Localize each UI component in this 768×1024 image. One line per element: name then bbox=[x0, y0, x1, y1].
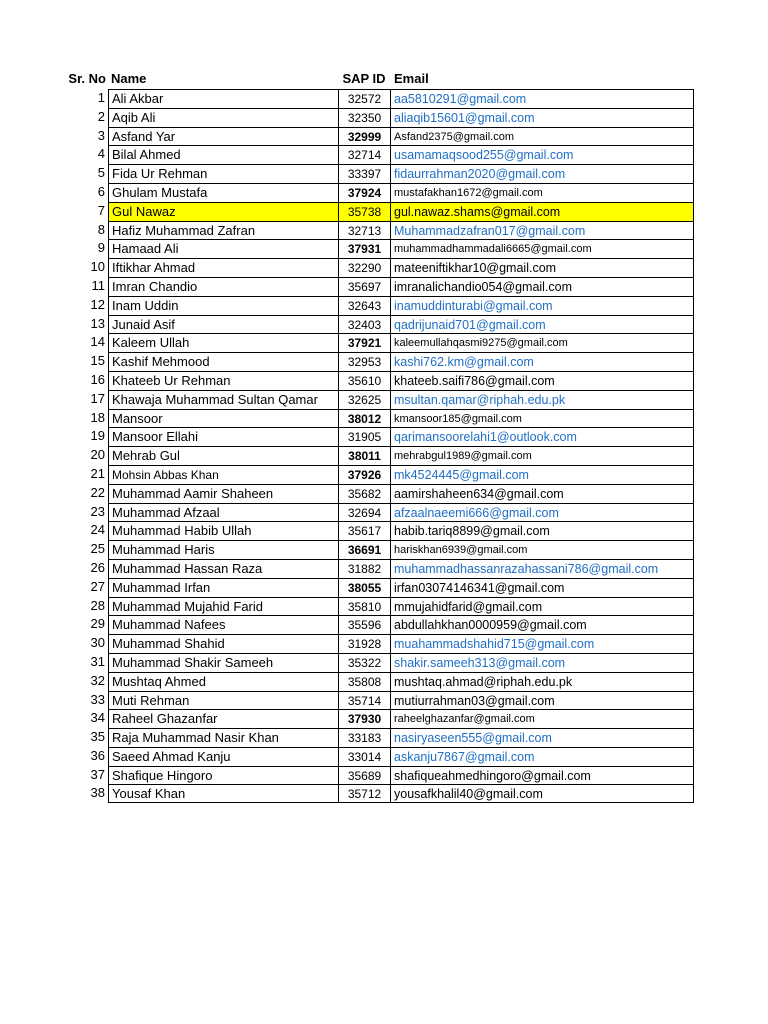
email-cell: mushtaq.ahmad@riphah.edu.pk bbox=[390, 672, 694, 691]
email-link[interactable]: mk4524445@gmail.com bbox=[390, 465, 694, 484]
sap-id-cell: 37924 bbox=[338, 183, 390, 202]
table-row bbox=[0, 258, 768, 277]
name-cell: Khawaja Muhammad Sultan Qamar bbox=[108, 390, 338, 409]
table-row bbox=[0, 597, 768, 616]
header-email: Email bbox=[394, 71, 429, 86]
email-link[interactable]: qarimansoorelahi1@outlook.com bbox=[390, 427, 694, 446]
header-sr-no: Sr. No bbox=[68, 71, 106, 86]
table-row bbox=[0, 315, 768, 334]
name-cell: Junaid Asif bbox=[108, 315, 338, 334]
sr-no-cell: 19 bbox=[90, 428, 105, 444]
sr-no-cell: 32 bbox=[90, 672, 105, 688]
table-row bbox=[0, 784, 768, 803]
sr-no-cell: 14 bbox=[90, 334, 105, 350]
email-cell: irfan03074146341@gmail.com bbox=[390, 578, 694, 597]
sap-id-cell: 33183 bbox=[338, 728, 390, 747]
name-cell: Mansoor bbox=[108, 409, 338, 428]
name-cell: Raheel Ghazanfar bbox=[108, 709, 338, 728]
name-cell: Muti Rehman bbox=[108, 691, 338, 710]
sr-no-cell: 27 bbox=[90, 578, 105, 594]
name-cell: Muhammad Shahid bbox=[108, 634, 338, 653]
name-cell: Bilal Ahmed bbox=[108, 145, 338, 164]
header-sap-id: SAP ID bbox=[342, 71, 386, 86]
table-row bbox=[0, 503, 768, 522]
email-link[interactable]: inamuddinturabi@gmail.com bbox=[390, 296, 694, 315]
sr-no-cell: 2 bbox=[97, 108, 105, 124]
email-cell: kaleemullahqasmi9275@gmail.com bbox=[390, 333, 694, 352]
email-cell: yousafkhalil40@gmail.com bbox=[390, 784, 694, 803]
email-cell: habib.tariq8899@gmail.com bbox=[390, 521, 694, 540]
table-row bbox=[0, 390, 768, 409]
sap-id-cell: 38055 bbox=[338, 578, 390, 597]
name-cell: Aqib Ali bbox=[108, 108, 338, 127]
email-link[interactable]: qadrijunaid701@gmail.com bbox=[390, 315, 694, 334]
sap-id-cell: 32625 bbox=[338, 390, 390, 409]
sr-no-cell: 31 bbox=[90, 653, 105, 669]
table-row bbox=[0, 296, 768, 315]
sr-no-cell: 23 bbox=[90, 503, 105, 519]
email-cell: muhammadhammadali6665@gmail.com bbox=[390, 239, 694, 258]
sap-id-cell: 31905 bbox=[338, 427, 390, 446]
sr-no-cell: 35 bbox=[90, 729, 105, 745]
sap-id-cell: 32953 bbox=[338, 352, 390, 371]
table-row bbox=[0, 709, 768, 728]
sap-id-cell: 35738 bbox=[338, 202, 390, 221]
email-link[interactable]: Muhammadzafran017@gmail.com bbox=[390, 221, 694, 240]
sr-no-cell: 18 bbox=[90, 409, 105, 425]
table-row bbox=[0, 446, 768, 465]
name-cell: Fida Ur Rehman bbox=[108, 164, 338, 183]
email-link[interactable]: kashi762.km@gmail.com bbox=[390, 352, 694, 371]
sap-id-cell: 31882 bbox=[338, 559, 390, 578]
email-link[interactable]: aliaqib15601@gmail.com bbox=[390, 108, 694, 127]
email-link[interactable]: aa5810291@gmail.com bbox=[390, 89, 694, 108]
sr-no-cell: 36 bbox=[90, 747, 105, 763]
sr-no-cell: 17 bbox=[90, 390, 105, 406]
sap-id-cell: 32403 bbox=[338, 315, 390, 334]
email-link[interactable]: nasiryaseen555@gmail.com bbox=[390, 728, 694, 747]
table-row bbox=[0, 728, 768, 747]
sap-id-cell: 33397 bbox=[338, 164, 390, 183]
sap-id-cell: 38012 bbox=[338, 409, 390, 428]
name-cell: Iftikhar Ahmad bbox=[108, 258, 338, 277]
email-link[interactable]: msultan.qamar@riphah.edu.pk bbox=[390, 390, 694, 409]
sap-id-cell: 35712 bbox=[338, 784, 390, 803]
sap-id-cell: 32713 bbox=[338, 221, 390, 240]
table-row bbox=[0, 127, 768, 146]
name-cell: Muhammad Shakir Sameeh bbox=[108, 653, 338, 672]
sr-no-cell: 26 bbox=[90, 559, 105, 575]
sr-no-cell: 9 bbox=[97, 240, 105, 256]
table-row bbox=[0, 183, 768, 202]
table-row bbox=[0, 89, 768, 108]
name-cell: Shafique Hingoro bbox=[108, 766, 338, 785]
sap-id-cell: 35682 bbox=[338, 484, 390, 503]
email-cell: mehrabgul1989@gmail.com bbox=[390, 446, 694, 465]
sap-id-cell: 31928 bbox=[338, 634, 390, 653]
table-row bbox=[0, 691, 768, 710]
name-cell: Mushtaq Ahmed bbox=[108, 672, 338, 691]
email-link[interactable]: usamamaqsood255@gmail.com bbox=[390, 145, 694, 164]
name-cell: Muhammad Habib Ullah bbox=[108, 521, 338, 540]
name-cell: Mohsin Abbas Khan bbox=[108, 465, 338, 484]
name-cell: Muhammad Mujahid Farid bbox=[108, 597, 338, 616]
sap-id-cell: 35610 bbox=[338, 371, 390, 390]
header-name: Name bbox=[111, 71, 147, 86]
sap-id-cell: 35617 bbox=[338, 521, 390, 540]
name-cell: Yousaf Khan bbox=[108, 784, 338, 803]
email-link[interactable]: muhammadhassanrazahassani786@gmail.com bbox=[390, 559, 694, 578]
email-link[interactable]: shakir.sameeh313@gmail.com bbox=[390, 653, 694, 672]
email-cell: mateeniftikhar10@gmail.com bbox=[390, 258, 694, 277]
table-row bbox=[0, 221, 768, 240]
sr-no-cell: 37 bbox=[90, 766, 105, 782]
email-cell: mustafakhan1672@gmail.com bbox=[390, 183, 694, 202]
sr-no-cell: 12 bbox=[90, 296, 105, 312]
sap-id-cell: 32290 bbox=[338, 258, 390, 277]
table-row bbox=[0, 277, 768, 296]
sap-id-cell: 32694 bbox=[338, 503, 390, 522]
name-cell: Kashif Mehmood bbox=[108, 352, 338, 371]
email-link[interactable]: askanju7867@gmail.com bbox=[390, 747, 694, 766]
table-row bbox=[0, 239, 768, 258]
email-cell: abdullahkhan0000959@gmail.com bbox=[390, 615, 694, 634]
email-cell: mutiurrahman03@gmail.com bbox=[390, 691, 694, 710]
sap-id-cell: 35596 bbox=[338, 615, 390, 634]
table-row bbox=[0, 484, 768, 503]
name-cell: Hafiz Muhammad Zafran bbox=[108, 221, 338, 240]
sr-no-cell: 20 bbox=[90, 447, 105, 463]
sr-no-cell: 4 bbox=[97, 146, 105, 162]
name-cell: Mansoor Ellahi bbox=[108, 427, 338, 446]
name-cell: Muhammad Hassan Raza bbox=[108, 559, 338, 578]
table-row bbox=[0, 747, 768, 766]
sap-id-cell: 32350 bbox=[338, 108, 390, 127]
name-cell: Khateeb Ur Rehman bbox=[108, 371, 338, 390]
name-cell: Inam Uddin bbox=[108, 296, 338, 315]
sap-id-cell: 37930 bbox=[338, 709, 390, 728]
sap-id-cell: 35714 bbox=[338, 691, 390, 710]
sap-id-cell: 36691 bbox=[338, 540, 390, 559]
sap-id-cell: 37931 bbox=[338, 239, 390, 258]
sr-no-cell: 6 bbox=[97, 183, 105, 199]
name-cell: Muhammad Aamir Shaheen bbox=[108, 484, 338, 503]
sap-id-cell: 35810 bbox=[338, 597, 390, 616]
sap-id-cell: 35808 bbox=[338, 672, 390, 691]
table-row bbox=[0, 653, 768, 672]
email-cell: hariskhan6939@gmail.com bbox=[390, 540, 694, 559]
name-cell: Mehrab Gul bbox=[108, 446, 338, 465]
email-link[interactable]: fidaurrahman2020@gmail.com bbox=[390, 164, 694, 183]
email-cell: imranalichandio054@gmail.com bbox=[390, 277, 694, 296]
name-cell: Ghulam Mustafa bbox=[108, 183, 338, 202]
sr-no-cell: 22 bbox=[90, 484, 105, 500]
name-cell: Gul Nawaz bbox=[108, 202, 338, 221]
sr-no-cell: 34 bbox=[90, 710, 105, 726]
name-cell: Saeed Ahmad Kanju bbox=[108, 747, 338, 766]
name-cell: Muhammad Afzaal bbox=[108, 503, 338, 522]
table-row bbox=[0, 521, 768, 540]
table-row bbox=[0, 540, 768, 559]
table-row bbox=[0, 634, 768, 653]
sap-id-cell: 32643 bbox=[338, 296, 390, 315]
table-row bbox=[0, 333, 768, 352]
name-cell: Muhammad Irfan bbox=[108, 578, 338, 597]
name-cell: Hamaad Ali bbox=[108, 239, 338, 258]
email-cell: kmansoor185@gmail.com bbox=[390, 409, 694, 428]
name-cell: Asfand Yar bbox=[108, 127, 338, 146]
sap-id-cell: 35322 bbox=[338, 653, 390, 672]
table-body bbox=[0, 89, 768, 803]
sap-id-cell: 32714 bbox=[338, 145, 390, 164]
sap-id-cell: 35697 bbox=[338, 277, 390, 296]
name-cell: Kaleem Ullah bbox=[108, 333, 338, 352]
table-row bbox=[0, 672, 768, 691]
sr-no-cell: 16 bbox=[90, 371, 105, 387]
sap-id-cell: 32999 bbox=[338, 127, 390, 146]
name-cell: Muhammad Nafees bbox=[108, 615, 338, 634]
sap-id-cell: 32572 bbox=[338, 89, 390, 108]
sr-no-cell: 3 bbox=[97, 127, 105, 143]
sr-no-cell: 29 bbox=[90, 616, 105, 632]
name-cell: Raja Muhammad Nasir Khan bbox=[108, 728, 338, 747]
email-cell: shafiqueahmedhingoro@gmail.com bbox=[390, 766, 694, 785]
sap-id-cell: 37926 bbox=[338, 465, 390, 484]
table-row bbox=[0, 615, 768, 634]
table-row bbox=[0, 559, 768, 578]
table-row bbox=[0, 427, 768, 446]
sr-no-cell: 8 bbox=[97, 221, 105, 237]
sap-id-cell: 35689 bbox=[338, 766, 390, 785]
email-cell: aamirshaheen634@gmail.com bbox=[390, 484, 694, 503]
table-row bbox=[0, 202, 768, 221]
email-cell: mmujahidfarid@gmail.com bbox=[390, 597, 694, 616]
email-link[interactable]: muahammadshahid715@gmail.com bbox=[390, 634, 694, 653]
table-row bbox=[0, 578, 768, 597]
sap-id-cell: 33014 bbox=[338, 747, 390, 766]
name-cell: Imran Chandio bbox=[108, 277, 338, 296]
sr-no-cell: 13 bbox=[90, 315, 105, 331]
sr-no-cell: 30 bbox=[90, 635, 105, 651]
sr-no-cell: 11 bbox=[91, 277, 105, 293]
sap-id-cell: 37921 bbox=[338, 333, 390, 352]
sr-no-cell: 33 bbox=[90, 691, 105, 707]
sap-id-cell: 38011 bbox=[338, 446, 390, 465]
email-cell: raheelghazanfar@gmail.com bbox=[390, 709, 694, 728]
sr-no-cell: 38 bbox=[90, 785, 105, 801]
name-cell: Muhammad Haris bbox=[108, 540, 338, 559]
sr-no-cell: 25 bbox=[90, 541, 105, 557]
sr-no-cell: 24 bbox=[90, 522, 105, 538]
sr-no-cell: 15 bbox=[90, 353, 105, 369]
email-link[interactable]: afzaalnaeemi666@gmail.com bbox=[390, 503, 694, 522]
sr-no-cell: 1 bbox=[97, 90, 105, 105]
email-cell: gul.nawaz.shams@gmail.com bbox=[390, 202, 694, 221]
email-cell: khateeb.saifi786@gmail.com bbox=[390, 371, 694, 390]
sr-no-cell: 28 bbox=[90, 597, 105, 613]
table-row bbox=[0, 145, 768, 164]
table-row bbox=[0, 164, 768, 183]
table-row bbox=[0, 766, 768, 785]
table-row bbox=[0, 352, 768, 371]
email-cell: Asfand2375@gmail.com bbox=[390, 127, 694, 146]
sr-no-cell: 5 bbox=[97, 165, 105, 181]
sr-no-cell: 7 bbox=[97, 202, 105, 218]
table-row bbox=[0, 409, 768, 428]
name-cell: Ali Akbar bbox=[108, 89, 338, 108]
table-row bbox=[0, 371, 768, 390]
sr-no-cell: 10 bbox=[90, 259, 105, 275]
table-row bbox=[0, 465, 768, 484]
sr-no-cell: 21 bbox=[90, 465, 105, 481]
table-row bbox=[0, 108, 768, 127]
